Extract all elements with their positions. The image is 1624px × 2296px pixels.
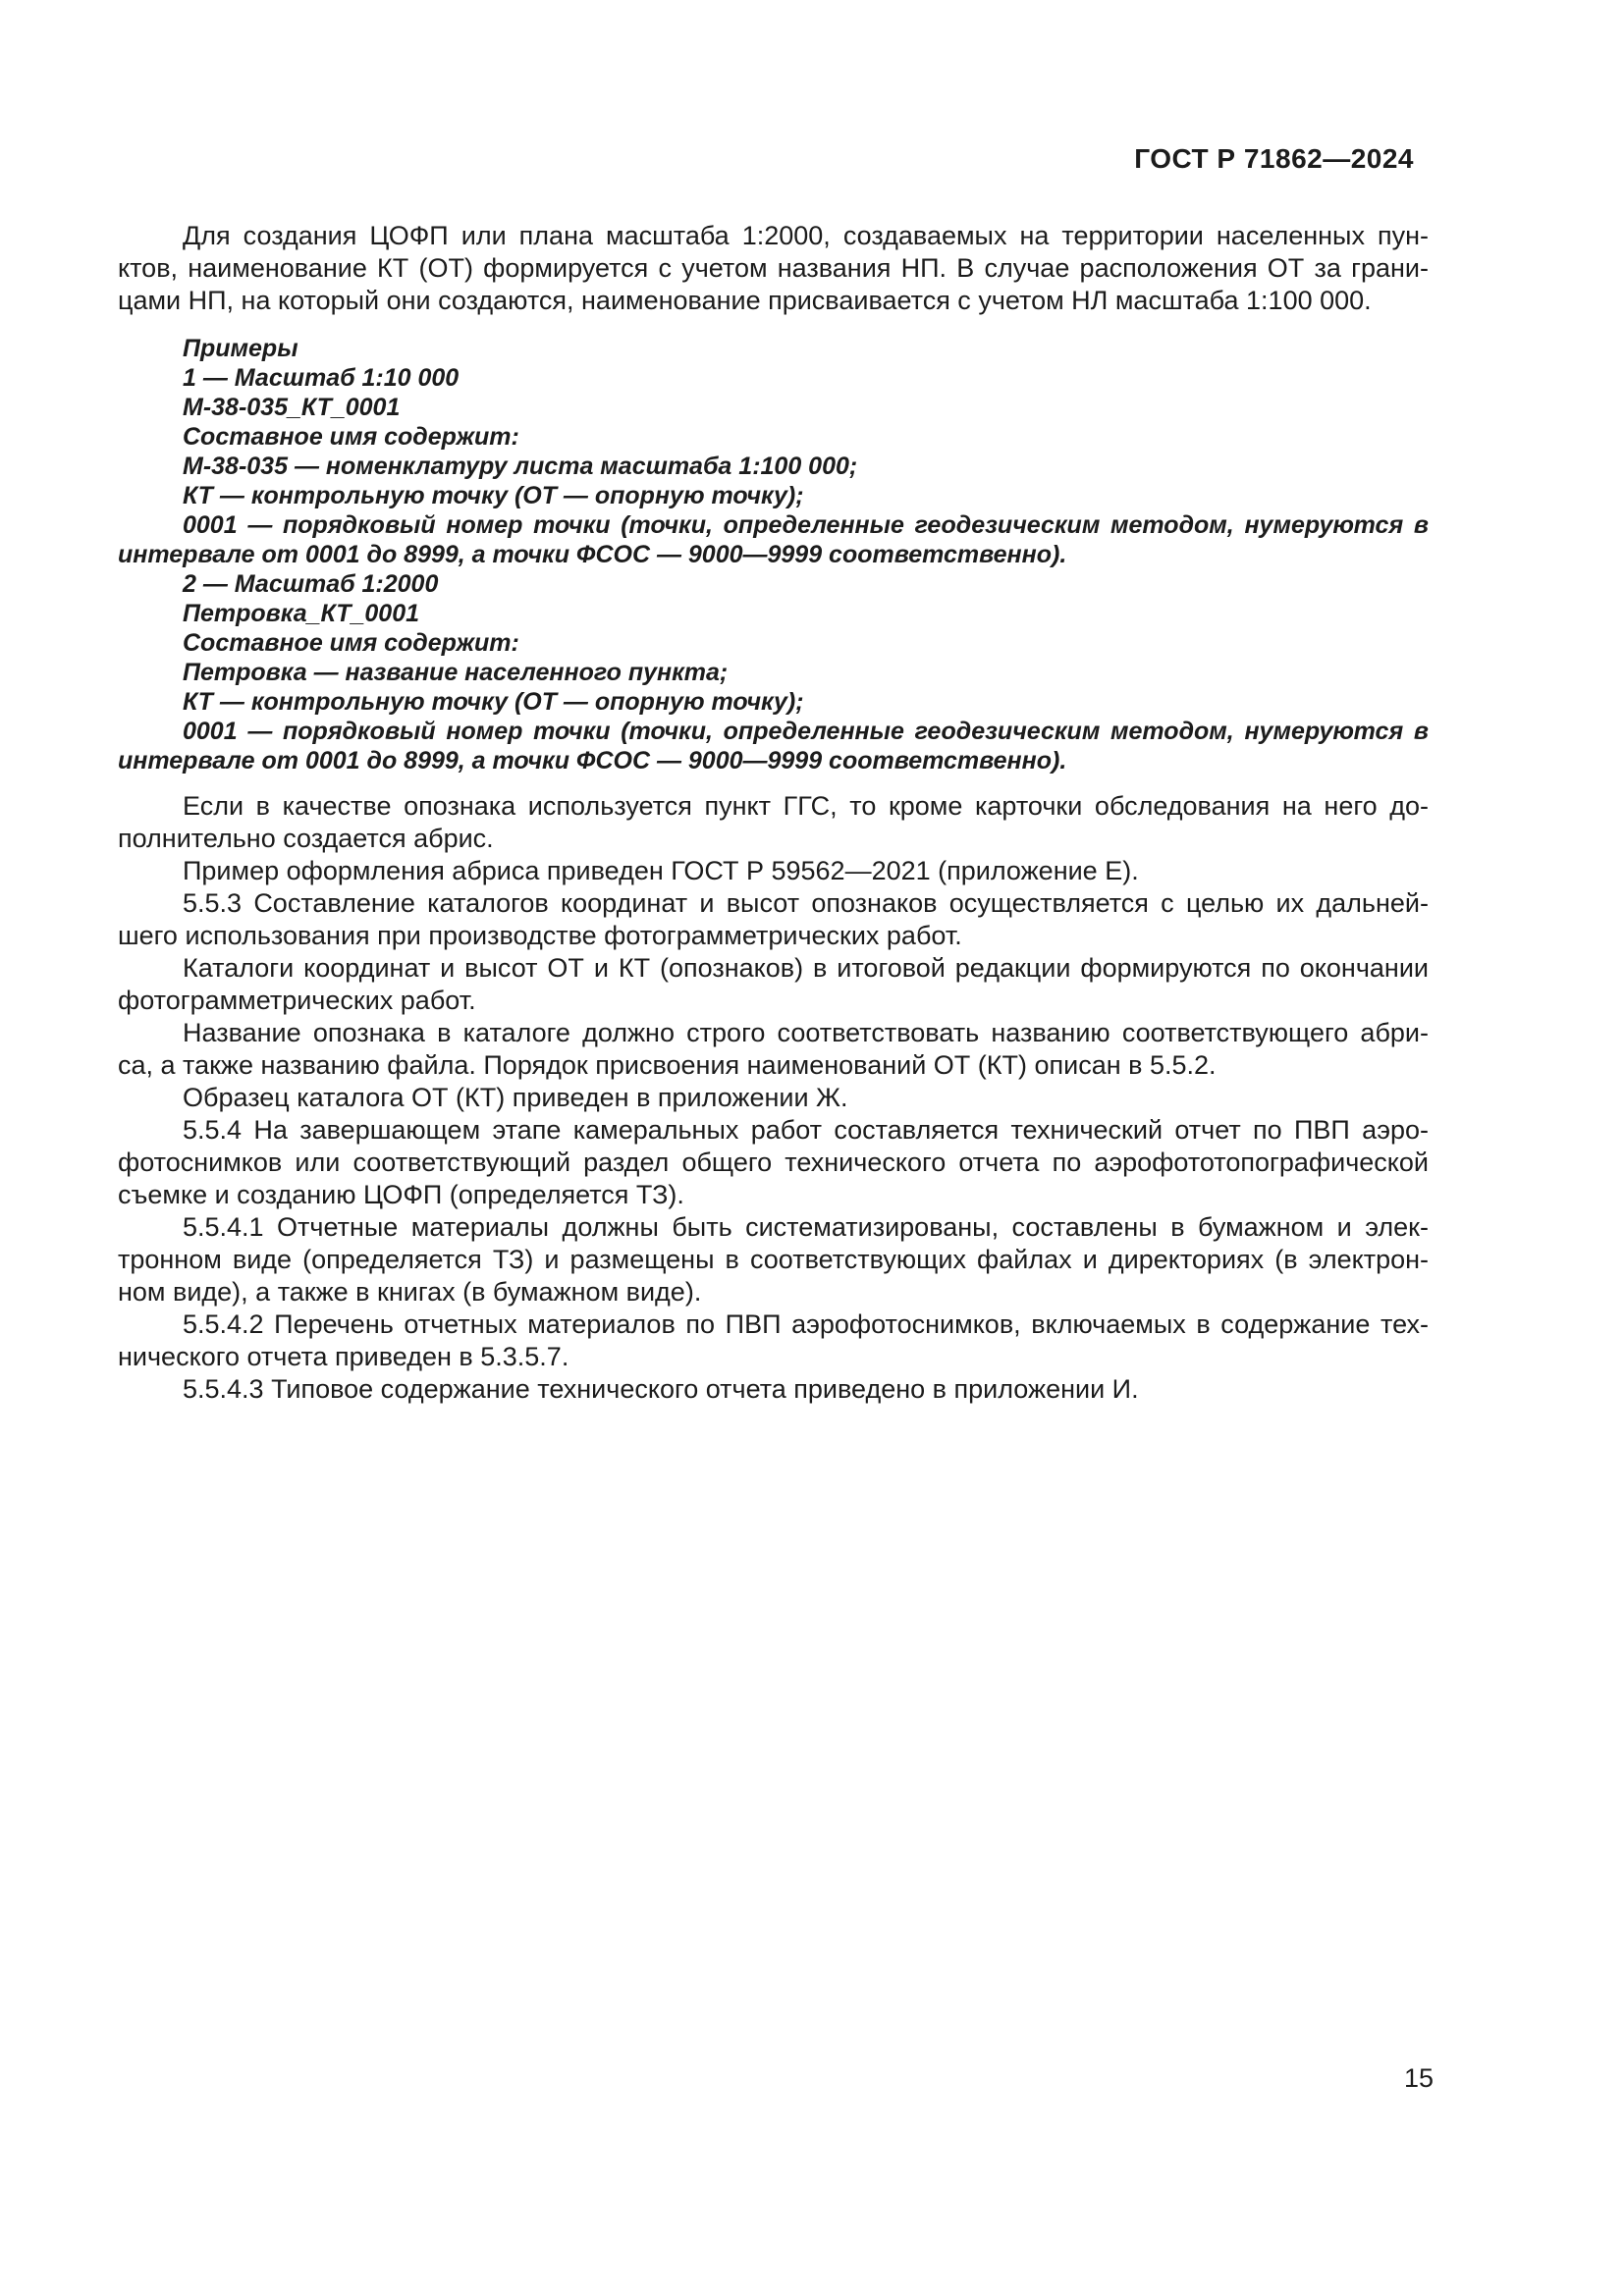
paragraph — [118, 1211, 1429, 1308]
page-number: 15 — [1403, 2063, 1434, 2093]
text-line: интервале от 0001 до 8999, а точки ФСОС — 9000—9999 соответственно). — [118, 541, 1067, 568]
paragraph — [118, 1308, 1429, 1373]
text-line: Составное имя содержит: — [183, 423, 519, 451]
text-line: КТ — контрольную точку (ОТ — опорную точку); — [183, 688, 804, 716]
example-block — [118, 334, 1429, 775]
text-line: интервале от 0001 до 8999, а точки ФСОС — 9000—9999 соответственно). — [118, 747, 1067, 774]
text-line: полнительно создается абрис. — [118, 824, 494, 853]
text-line: Петровка_КТ_0001 — [183, 600, 420, 627]
text-line: Каталоги координат и высот ОТ и КТ (опознаков) в итоговой редакции формируются по окончании — [183, 953, 1429, 983]
document-content — [118, 220, 1429, 1406]
text-line: 0001 — порядковый номер точки (точки, определенные геодезическим методом, нумеруются в — [183, 511, 1429, 539]
text-line: фотоснимков или соответствующий раздел общего технического отчета по аэрофототопографической — [118, 1148, 1429, 1177]
text-line: 5.5.4 На завершающем этапе камеральных работ составляется технический отчет по ПВП аэро- — [183, 1115, 1429, 1145]
text-line: Примеры — [183, 335, 298, 362]
text-line: КТ — контрольную точку (ОТ — опорную точку); — [183, 482, 804, 509]
text-line: 1 — Масштаб 1:10 000 — [183, 364, 460, 392]
text-line: Если в качестве опознака используется пункт ГГС, то кроме карточки обследования на него до- — [183, 791, 1429, 821]
text-line: 0001 — порядковый номер точки (точки, определенные геодезическим методом, нумеруются в — [183, 718, 1429, 745]
text-line: ктов, наименование КТ (ОТ) формируется с учетом названия НП. В случае расположения ОТ за грани- — [118, 253, 1429, 283]
text-line: шего использования при производстве фотограмметрических работ. — [118, 921, 962, 950]
text-line: тронном виде (определяется ТЗ) и размещены в соответствующих файлах и директориях (в электрон- — [118, 1245, 1429, 1274]
text-line: са, а также названию файла. Порядок присвоения наименований ОТ (КТ) описан в 5.5.2. — [118, 1050, 1217, 1080]
paragraph — [118, 1017, 1429, 1082]
standard-number: ГОСТ Р 71862—2024 — [1134, 143, 1414, 174]
paragraph — [118, 855, 1429, 887]
paragraph — [118, 220, 1429, 317]
text-line: 5.5.3 Составление каталогов координат и высот опознаков осуществляется с целью их дальней- — [183, 888, 1429, 918]
text-line: Петровка — название населенного пункта; — [183, 659, 729, 686]
paragraph — [118, 790, 1429, 855]
paragraph — [118, 1373, 1429, 1406]
text-line: Составное имя содержит: — [183, 629, 519, 657]
text-line: Пример оформления абриса приведен ГОСТ Р 59562—2021 (приложение Е). — [183, 856, 1139, 885]
paragraph — [118, 1114, 1429, 1211]
text-line: 2 — Масштаб 1:2000 — [183, 570, 439, 598]
text-line: 5.5.4.3 Типовое содержание технического отчета приведено в приложении И. — [183, 1374, 1139, 1404]
text-line: 5.5.4.1 Отчетные материалы должны быть систематизированы, составлены в бумажном и элек- — [183, 1212, 1429, 1242]
text-line: ном виде), а также в книгах (в бумажном виде). — [118, 1277, 702, 1307]
text-line: 5.5.4.2 Перечень отчетных материалов по ПВП аэрофотоснимков, включаемых в содержание тех- — [183, 1309, 1429, 1339]
text-line: съемке и созданию ЦОФП (определяется ТЗ). — [118, 1180, 684, 1209]
paragraph — [118, 1082, 1429, 1114]
page-header — [118, 143, 1414, 175]
text-line: фотограмметрических работ. — [118, 986, 476, 1015]
paragraph — [118, 887, 1429, 952]
text-line: М-38-035_КТ_0001 — [183, 394, 401, 421]
text-line: Название опознака в каталоге должно строго соответствовать названию соответствующего абри- — [183, 1018, 1429, 1047]
paragraph — [118, 952, 1429, 1017]
text-line: М-38-035 — номенклатуру листа масштаба 1:100 000; — [183, 453, 858, 480]
text-line: Образец каталога ОТ (КТ) приведен в приложении Ж. — [183, 1083, 848, 1112]
text-line: цами НП, на который они создаются, наименование присваивается с учетом НЛ масштаба 1:100 000. — [118, 286, 1372, 315]
text-line: Для создания ЦОФП или плана масштаба 1:2000, создаваемых на территории населенных пун- — [183, 221, 1429, 250]
text-line: нического отчета приведен в 5.3.5.7. — [118, 1342, 569, 1371]
